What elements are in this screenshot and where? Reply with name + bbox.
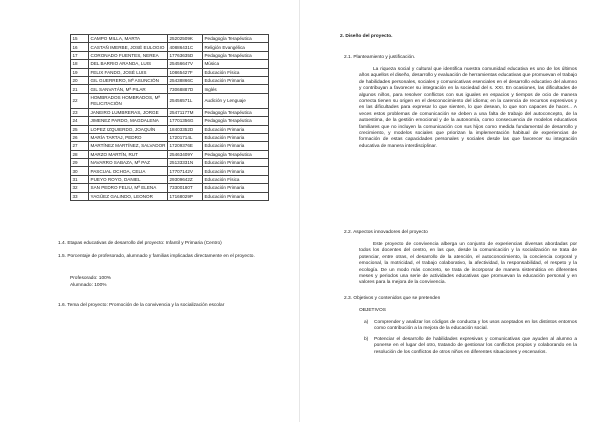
teacher-id: 25471177M: [167, 108, 202, 116]
teachers-percentage: Profesorado: 100%: [70, 276, 112, 281]
table-row: [71, 133, 269, 141]
teacher-id: 17763635D: [167, 51, 202, 59]
row-number: 18: [71, 60, 89, 68]
table-row: [71, 60, 269, 68]
teacher-specialty: Pedagogía Terapéutica: [202, 108, 268, 116]
teacher-name: NAVARRO SABAZA, Mª PAZ: [89, 159, 168, 167]
objectives-list: [364, 320, 577, 360]
teacher-specialty: Educación Primaria: [202, 184, 268, 192]
table-row: [71, 35, 269, 43]
teacher-id: 25463409Y: [167, 150, 202, 158]
teacher-specialty: Educación Física: [202, 68, 268, 76]
teacher-specialty: Educación Primaria: [202, 167, 268, 175]
teacher-specialty: Pedagogía Terapéutica: [202, 150, 268, 158]
teacher-id: 17707142V: [167, 167, 202, 175]
row-number: 31: [71, 175, 89, 183]
table-row: [71, 68, 269, 76]
teacher-name: CASTAÑ IMERBE, JOSÉ EULOGIO: [89, 43, 168, 51]
objective-text: Potenciar el desarrollo de habilidades expresivas y comunicativas que ayuden al alumno a ponerse en el lugar del otro, tratando de gestionar los conflictos propios y colaborando en la resolución de los conflictos de otros niños en diferentes situaciones y escenarios.: [374, 336, 577, 355]
teacher-name: PUEYO ROYO, DANIEL: [89, 175, 168, 183]
teacher-specialty: Pedagogía Terapéutica: [202, 51, 268, 59]
section-1-4: 1.4. Etapas educativas de desarrollo del proyecto: Infantil y Primaria (Centro): [58, 241, 222, 246]
teacher-name: GIL GUERRERO, Mª ASUNCIÓN: [89, 76, 168, 84]
row-number: 24: [71, 117, 89, 125]
students-percentage: Alumnado: 100%: [70, 283, 107, 288]
table-row: [71, 192, 269, 200]
teacher-id: 17701356G: [167, 117, 202, 125]
teacher-specialty: Educación Primaria: [202, 142, 268, 150]
teacher-id: 25456647V: [167, 60, 202, 68]
teacher-id: 25438866C: [167, 76, 202, 84]
row-number: 23: [71, 108, 89, 116]
table-row: [71, 150, 269, 158]
teacher-id: 17209376E: [167, 142, 202, 150]
row-number: 15: [71, 35, 89, 43]
teacher-name: CAMPO MILLA, MARTA: [89, 35, 168, 43]
teacher-name: MARÍA TARTAJ, PEDRO: [89, 133, 168, 141]
teacher-specialty: Inglés: [202, 85, 268, 93]
heading-2-3: 2.3. Objetivos y contenidos que se pretenden: [344, 296, 441, 301]
row-number: 17: [71, 51, 89, 59]
teacher-id: 73068887D: [167, 85, 202, 93]
teacher-specialty: Pedagogía Terapéutica: [202, 35, 268, 43]
row-number: 28: [71, 150, 89, 158]
teacher-name: GIL SANVATÁN, Mª PILAR: [89, 85, 168, 93]
row-number: 33: [71, 192, 89, 200]
staff-table: [70, 34, 269, 201]
table-row: [71, 142, 269, 150]
table-row: [71, 125, 269, 133]
teacher-specialty: Religión Evangélica: [202, 43, 268, 51]
teacher-id: 17168029P: [167, 192, 202, 200]
teacher-name: SAN PEDRO FELIU, Mª ELENA: [89, 184, 168, 192]
teacher-specialty: Educación Física: [202, 175, 268, 183]
row-number: 20: [71, 76, 89, 84]
objective-marker: a): [364, 320, 369, 325]
table-row: [71, 108, 269, 116]
teacher-name: YAGÜEZ GALINDO, LEONOR: [89, 192, 168, 200]
paragraph-2-2: Este proyecto de convivencia alberga un conjunto de experiencias diversas abordadas por todos los docentes del centro, en las que, desde la comunicación y la socialización se trata de potenciar, entre otras, el desarrollo de la atención, el autoconocimiento, la conciencia corporal y emocional, la motricidad, el trabajo colaborativo, la afectividad, la responsabilidad, el respeto y la ecología. De un modo más concreto, se trata de incorporar de manera sistemática en diferentes meses y periodos una serie de actividades educativas que promuevan la educación personal y en valores para la mejora de la convivencia.: [359, 242, 577, 286]
teacher-specialty: Educación Primaria: [202, 159, 268, 167]
right-page: [300, 0, 600, 422]
table-row: [71, 51, 269, 59]
teacher-name: MARTÍNEZ MARTÍNEZ, SALVADOR: [90, 143, 166, 149]
teacher-id: 10865427F: [167, 68, 202, 76]
table-row: [71, 117, 269, 125]
objective-item: [364, 320, 577, 333]
teacher-name: JIMENEZ PARDO, MAGDALENA: [89, 117, 168, 125]
teacher-specialty: Educación Primaria: [202, 76, 268, 84]
teacher-specialty: Educación Primaria: [202, 125, 268, 133]
teacher-name: FELIX FANDO, JOSÉ LUIS: [89, 68, 168, 76]
teacher-specialty: Pedagogía Terapéutica: [202, 117, 268, 125]
teacher-name: HOMBRADOS HOMBRADOS, Mª FELICITACIÓN: [89, 93, 168, 108]
section-1-6: 1.6. Tema del proyecto: Promoción de la convivencia y la socialización escolar: [58, 303, 225, 308]
teacher-specialty: Educación Primaria: [202, 133, 268, 141]
row-number: 26: [71, 133, 89, 141]
row-number: 16: [71, 43, 89, 51]
row-number: 21: [71, 85, 89, 93]
table-row: [71, 93, 269, 108]
row-number: 22: [71, 93, 89, 108]
row-number: 32: [71, 184, 89, 192]
teacher-name: LOPEZ IZQUIERDO, JOAQUÍN: [89, 125, 168, 133]
objective-item: [364, 337, 577, 356]
teacher-id: 25133331N: [167, 159, 202, 167]
table-row: [71, 76, 269, 84]
teacher-specialty: Educación Primaria: [202, 192, 268, 200]
row-number: 19: [71, 68, 89, 76]
row-number: 29: [71, 159, 89, 167]
row-number: 25: [71, 125, 89, 133]
teacher-id: 17201714L: [167, 133, 202, 141]
teacher-name: MARZO MARTÍN, RUT: [89, 150, 168, 158]
section-1-5: 1.5. Porcentaje de profesorado, alumnado y familias implicadas directamente en el proyecto.: [58, 254, 255, 259]
teacher-id: 18403352D: [167, 125, 202, 133]
teacher-name: PASCUAL OCHOA, CELIA: [89, 167, 168, 175]
teacher-specialty: Música: [202, 60, 268, 68]
paragraph-2-1: La riqueza social y cultural que identifica nuestra comunidad educativa es uno de los últimos años aquellos el diseño, desarrollo y evaluación de herramientas educativas que promuevan el trabajo de habilidades personales, sociales y comunicativas esenciales en el desarrollo educativo del alumno y contribuyan a favorecer su integración en la sociedad del s. XXI. En ocasiones, las dificultades de algunos niños, para resolver conflictos con sus iguales en espacios y tiempos de ocio de manera correcta tienen su origen en el desconocimiento del idioma; en la carencia de recursos expresivos y en las dificultades para expresar lo que sienten, lo que desean, lo que son capaces de hacer... A veces estos problemas de comunicación se deben a una falta de trabajo del autoconcepto, de la autoestima, de la gestión emocional y de la autonomía, como consecuencia de modelos educativos familiares que no incluyen la comunicación con sus hijos como medida fundamental de desarrollo y crecimiento, y modelos sociales que priorizan la implementación habitual de experiencias de formación de estas capacidades personales y sociales desde las que favorecer su integración educativa de manera interdisciplinar.: [359, 67, 577, 149]
teacher-id: 73300180T: [167, 184, 202, 192]
heading-2: 2. Diseño del proyecto.: [340, 34, 393, 39]
teacher-id: 29309642Z: [167, 175, 202, 183]
objective-text: Comprender y analizar los códigos de conducta y los usos aceptados en los distintos entornos como contribución a la mejora de la educación social.: [374, 320, 577, 332]
teacher-id: 25202509K: [167, 35, 202, 43]
row-number: 30: [71, 167, 89, 175]
teacher-id: 40886431C: [167, 43, 202, 51]
table-row: [71, 175, 269, 183]
row-number: 27: [71, 142, 89, 150]
teacher-name: DEL BARRIO ARANDA, LUIS: [89, 60, 168, 68]
table-row: [71, 184, 269, 192]
objective-marker: b): [364, 336, 369, 342]
teacher-id: 25456571L: [167, 93, 202, 108]
table-row: [71, 167, 269, 175]
table-row: [71, 43, 269, 51]
table-row: [71, 159, 269, 167]
teacher-specialty: Audición y Lenguaje: [202, 93, 268, 108]
teacher-name: JANEIRO LUMBRERAS, JORGE: [89, 108, 168, 116]
heading-2-1: 2.1. Planteamiento y justificación.: [344, 55, 416, 60]
table-row: [71, 85, 269, 93]
heading-2-2: 2.2. Aspectos innovadores del proyecto: [344, 230, 428, 235]
objectives-label: OBJETIVOS: [359, 308, 386, 313]
teacher-name: CORONADO FUENTES, NEREA: [89, 51, 168, 59]
